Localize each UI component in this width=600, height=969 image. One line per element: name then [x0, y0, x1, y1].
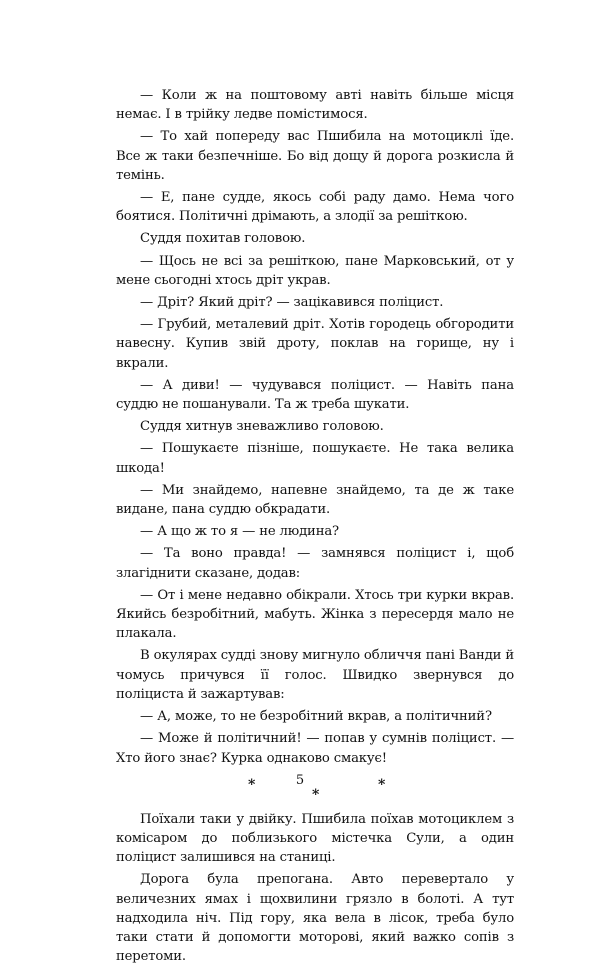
paragraph: — Дріт? Який дріт? — зацікавився поліцист.: [140, 295, 444, 311]
paragraph: — Та воно правда! — замнявся поліцист і, щоб злагіднити сказане, додав:: [116, 546, 514, 581]
paragraph: — То хай попереду вас Пшибила на мотоциклі їде. Все ж таки безпечніше. Бо від дощу й дорога розкисла й темінь.: [116, 129, 514, 183]
paragraph: — Коли ж на поштовому авті навіть більше місця немає. І в трійку ледве помістимося.: [116, 88, 514, 123]
paragraph: Дорога була препогана. Авто перевертало у величезних ямах і щохвилини грязло в болоті. А тут надходила ніч. Під гору, яка вела в лісок, треба було таки стати й допомогти моторові, який важко сопів з перетоми.: [116, 872, 514, 965]
paragraph: Поїхали таки у двійку. Пшибила поїхав мотоциклем з комісаром до поблизького містечка Сули, а один поліцист залишився на станиці.: [116, 811, 514, 866]
paragraph: — Грубий, металевий дріт. Хотів городець обгородити навесну. Купив звій дроту, поклав на горище, ну і вкрали.: [116, 317, 514, 371]
separator-star: *: [312, 786, 320, 803]
page-number: 5: [295, 773, 305, 788]
paragraph: Суддя похитав головою.: [140, 231, 306, 247]
paragraph: — Пошукаєте пізніше, пошукаєте. Не така велика шкода!: [116, 441, 514, 476]
paragraph: В окулярах судді знову мигнуло обличчя пані Ванди й чомусь причувся її голос. Швидко звернувся до поліциста й зажартував:: [116, 648, 514, 702]
separator-star: *: [378, 776, 386, 793]
paragraph: — А диви! — чудувався поліцист. — Навіть пана суддю не пошанували. Та ж треба шукати.: [116, 377, 514, 413]
paragraph: — Може й політичний! — попав у сумнів поліцист. — Хто його знає? Курка однаково смакує!: [116, 731, 514, 766]
page-text: [116, 86, 514, 969]
paragraph: — Щось не всі за решіткою, пане Марковський, от у мене сьогодні хтось дріт украв.: [116, 253, 514, 288]
paragraph: — А, може, то не безробітний вкрав, а політичний?: [140, 709, 492, 725]
paragraph: — От і мене недавно обікрали. Хтось три курки вкрав. Якийсь безробітний, мабуть. Жінка з пересердя мало не плакала.: [116, 587, 514, 642]
paragraph: — Е, пане судде, якось собі раду дамо. Нема чого боятися. Політичні дрімають, а злодії за решіткою.: [116, 190, 514, 225]
paragraph: Суддя хитнув зневажливо головою.: [140, 419, 384, 435]
paragraph: — А що ж то я — не людина?: [140, 524, 339, 540]
separator-star: *: [248, 776, 256, 793]
paragraph: — Ми знайдемо, напевне знайдемо, та де ж таке видане, пана суддю обкрадати.: [116, 482, 514, 518]
